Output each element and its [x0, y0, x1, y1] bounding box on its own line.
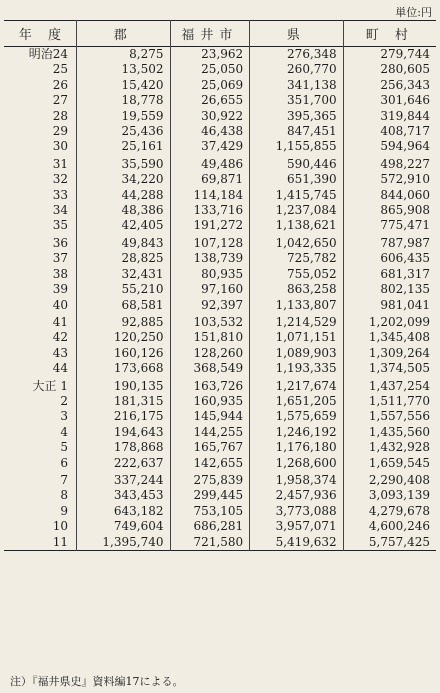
cell-gun: 194,643 [77, 425, 171, 440]
cell-prefecture: 3,773,088 [250, 504, 344, 519]
cell-fukui-city: 145,944 [170, 409, 250, 424]
cell-town-village: 1,659,545 [343, 456, 436, 471]
cell-fukui-city: 23,962 [170, 47, 250, 63]
table-row [4, 298, 436, 313]
cell-town-village: 844,060 [343, 188, 436, 203]
cell-town-village: 1,437,254 [343, 377, 436, 394]
cell-gun: 343,453 [77, 488, 171, 503]
cell-fukui-city: 69,871 [170, 172, 250, 187]
cell-prefecture: 3,957,071 [250, 519, 344, 534]
cell-prefecture: 1,155,855 [250, 139, 344, 154]
table-row [4, 62, 436, 77]
cell-town-village: 981,041 [343, 298, 436, 313]
table-row [4, 109, 436, 124]
cell-gun: 35,590 [77, 155, 171, 172]
cell-prefecture: 1,268,600 [250, 456, 344, 471]
cell-prefecture: 590,446 [250, 155, 344, 172]
table-row [4, 394, 436, 409]
cell-fukui-city: 144,255 [170, 425, 250, 440]
table-row [4, 251, 436, 266]
cell-gun: 25,161 [77, 139, 171, 154]
cell-gun: 173,668 [77, 361, 171, 376]
table-row [4, 172, 436, 187]
cell-town-village: 1,309,264 [343, 346, 436, 361]
cell-year: 31 [52, 156, 68, 171]
cell-year: 4 [60, 424, 68, 439]
table-row [4, 218, 436, 233]
table-row [4, 471, 436, 488]
cell-gun: 190,135 [77, 377, 171, 394]
cell-town-village: 4,279,678 [343, 504, 436, 519]
cell-prefecture: 1,138,621 [250, 218, 344, 233]
cell-year: 36 [52, 235, 68, 250]
table-row [4, 330, 436, 345]
cell-fukui-city: 163,726 [170, 377, 250, 394]
cell-fukui-city: 160,935 [170, 394, 250, 409]
data-table [4, 20, 436, 551]
cell-gun: 32,431 [77, 267, 171, 282]
table-row [4, 440, 436, 455]
column-header-gun: 郡 [77, 21, 171, 47]
cell-prefecture: 351,700 [250, 93, 344, 108]
cell-year: 39 [52, 282, 68, 297]
cell-year: 11 [52, 534, 68, 549]
table-row [4, 409, 436, 424]
table-row [4, 425, 436, 440]
cell-town-village: 408,717 [343, 124, 436, 139]
column-header-prefecture: 県 [250, 21, 344, 47]
cell-year: 33 [52, 187, 68, 202]
cell-fukui-city: 133,716 [170, 203, 250, 218]
cell-town-village: 775,471 [343, 218, 436, 233]
cell-gun: 15,420 [77, 78, 171, 93]
cell-town-village: 319,844 [343, 109, 436, 124]
cell-fukui-city: 103,532 [170, 313, 250, 330]
cell-town-village: 4,600,246 [343, 519, 436, 534]
cell-fukui-city: 80,935 [170, 267, 250, 282]
cell-year: 2 [60, 393, 68, 408]
cell-fukui-city: 686,281 [170, 519, 250, 534]
cell-gun: 49,843 [77, 234, 171, 251]
cell-town-village: 1,432,928 [343, 440, 436, 455]
cell-town-village: 1,511,770 [343, 394, 436, 409]
cell-prefecture: 276,348 [250, 47, 344, 63]
cell-year: 30 [52, 139, 68, 154]
cell-fukui-city: 107,128 [170, 234, 250, 251]
cell-town-village: 787,987 [343, 234, 436, 251]
header-row [4, 21, 436, 47]
table-row [4, 535, 436, 551]
cell-year: 35 [52, 218, 68, 233]
column-header-town-village: 町 村 [343, 21, 436, 47]
table-row [4, 47, 436, 63]
cell-prefecture: 847,451 [250, 124, 344, 139]
table-row [4, 282, 436, 297]
cell-year: 3 [60, 409, 68, 424]
table-row [4, 155, 436, 172]
cell-year: 10 [52, 519, 68, 534]
cell-town-village: 1,374,505 [343, 361, 436, 376]
cell-prefecture: 2,457,936 [250, 488, 344, 503]
cell-prefecture: 651,390 [250, 172, 344, 187]
cell-gun: 44,288 [77, 188, 171, 203]
cell-fukui-city: 753,105 [170, 504, 250, 519]
cell-prefecture: 1,237,084 [250, 203, 344, 218]
table-body [4, 47, 436, 551]
cell-gun: 749,604 [77, 519, 171, 534]
cell-prefecture: 1,214,529 [250, 313, 344, 330]
table-row [4, 234, 436, 251]
cell-gun: 34,220 [77, 172, 171, 187]
cell-gun: 160,126 [77, 346, 171, 361]
cell-gun: 8,275 [77, 47, 171, 63]
cell-town-village: 5,757,425 [343, 535, 436, 551]
cell-prefecture: 1,575,659 [250, 409, 344, 424]
cell-gun: 18,778 [77, 93, 171, 108]
table-row [4, 377, 436, 394]
cell-fukui-city: 25,050 [170, 62, 250, 77]
cell-prefecture: 260,770 [250, 62, 344, 77]
cell-prefecture: 725,782 [250, 251, 344, 266]
cell-gun: 19,559 [77, 109, 171, 124]
cell-year: 大正 1 [32, 378, 68, 393]
cell-town-village: 301,646 [343, 93, 436, 108]
cell-year: 34 [52, 203, 68, 218]
cell-gun: 55,210 [77, 282, 171, 297]
cell-year: 44 [52, 361, 68, 376]
cell-fukui-city: 721,580 [170, 535, 250, 551]
cell-fukui-city: 37,429 [170, 139, 250, 154]
table-row [4, 519, 436, 534]
cell-prefecture: 395,365 [250, 109, 344, 124]
table-row [4, 504, 436, 519]
cell-gun: 222,637 [77, 456, 171, 471]
cell-fukui-city: 142,655 [170, 456, 250, 471]
cell-prefecture: 1,651,205 [250, 394, 344, 409]
cell-prefecture: 863,258 [250, 282, 344, 297]
cell-year: 26 [52, 77, 68, 92]
cell-town-village: 1,557,556 [343, 409, 436, 424]
cell-year: 29 [52, 124, 68, 139]
cell-year: 43 [52, 345, 68, 360]
cell-year: 7 [60, 472, 68, 487]
cell-town-village: 681,317 [343, 267, 436, 282]
cell-fukui-city: 165,767 [170, 440, 250, 455]
cell-town-village: 802,135 [343, 282, 436, 297]
cell-gun: 178,868 [77, 440, 171, 455]
cell-fukui-city: 275,839 [170, 471, 250, 488]
cell-fukui-city: 97,160 [170, 282, 250, 297]
table-row [4, 313, 436, 330]
cell-prefecture: 341,138 [250, 78, 344, 93]
column-header-year: 年 度 [18, 28, 68, 43]
cell-town-village: 594,964 [343, 139, 436, 154]
table-row [4, 78, 436, 93]
cell-gun: 13,502 [77, 62, 171, 77]
cell-gun: 120,250 [77, 330, 171, 345]
cell-fukui-city: 49,486 [170, 155, 250, 172]
table-row [4, 188, 436, 203]
cell-fukui-city: 30,922 [170, 109, 250, 124]
cell-prefecture: 755,052 [250, 267, 344, 282]
unit-label: 単位:円 [395, 6, 432, 19]
cell-town-village: 2,290,408 [343, 471, 436, 488]
cell-year: 41 [52, 314, 68, 329]
table-row [4, 203, 436, 218]
table-row [4, 139, 436, 154]
cell-year: 42 [52, 330, 68, 345]
cell-prefecture: 1,042,650 [250, 234, 344, 251]
cell-year: 6 [60, 455, 68, 470]
cell-prefecture: 5,419,632 [250, 535, 344, 551]
cell-town-village: 279,744 [343, 47, 436, 63]
cell-year: 38 [52, 266, 68, 281]
cell-gun: 643,182 [77, 504, 171, 519]
cell-year: 5 [60, 440, 68, 455]
cell-fukui-city: 26,655 [170, 93, 250, 108]
cell-town-village: 865,908 [343, 203, 436, 218]
table-row [4, 267, 436, 282]
cell-gun: 1,395,740 [77, 535, 171, 551]
cell-fukui-city: 92,397 [170, 298, 250, 313]
cell-prefecture: 1,246,192 [250, 425, 344, 440]
cell-gun: 337,244 [77, 471, 171, 488]
cell-prefecture: 1,193,335 [250, 361, 344, 376]
cell-gun: 181,315 [77, 394, 171, 409]
cell-gun: 92,885 [77, 313, 171, 330]
table-row [4, 124, 436, 139]
cell-year: 32 [52, 172, 68, 187]
cell-year: 25 [52, 62, 68, 77]
cell-prefecture: 1,415,745 [250, 188, 344, 203]
cell-year: 8 [60, 488, 68, 503]
cell-gun: 68,581 [77, 298, 171, 313]
cell-town-village: 1,202,099 [343, 313, 436, 330]
cell-town-village: 572,910 [343, 172, 436, 187]
cell-fukui-city: 151,810 [170, 330, 250, 345]
cell-gun: 48,386 [77, 203, 171, 218]
cell-fukui-city: 368,549 [170, 361, 250, 376]
table-row [4, 346, 436, 361]
cell-town-village: 256,343 [343, 78, 436, 93]
table-row [4, 488, 436, 503]
cell-town-village: 606,435 [343, 251, 436, 266]
cell-year: 37 [52, 251, 68, 266]
cell-prefecture: 1,217,674 [250, 377, 344, 394]
cell-town-village: 3,093,139 [343, 488, 436, 503]
cell-town-village: 498,227 [343, 155, 436, 172]
cell-year: 28 [52, 108, 68, 123]
cell-gun: 216,175 [77, 409, 171, 424]
cell-gun: 42,405 [77, 218, 171, 233]
cell-fukui-city: 138,739 [170, 251, 250, 266]
cell-fukui-city: 128,260 [170, 346, 250, 361]
table-row [4, 361, 436, 376]
cell-year: 40 [52, 297, 68, 312]
cell-prefecture: 1,133,807 [250, 298, 344, 313]
cell-prefecture: 1,176,180 [250, 440, 344, 455]
cell-fukui-city: 191,272 [170, 218, 250, 233]
cell-prefecture: 1,089,903 [250, 346, 344, 361]
source-note: 注）『福井県史』資料編17による。 [10, 675, 184, 688]
cell-year: 27 [52, 93, 68, 108]
cell-town-village: 280,605 [343, 62, 436, 77]
cell-fukui-city: 114,184 [170, 188, 250, 203]
column-header-fukui-city: 福井市 [170, 21, 250, 47]
cell-fukui-city: 25,069 [170, 78, 250, 93]
cell-town-village: 1,435,560 [343, 425, 436, 440]
cell-year: 明治24 [28, 47, 68, 61]
table-row [4, 456, 436, 471]
table-row [4, 93, 436, 108]
cell-gun: 28,825 [77, 251, 171, 266]
cell-gun: 25,436 [77, 124, 171, 139]
cell-town-village: 1,345,408 [343, 330, 436, 345]
cell-prefecture: 1,071,151 [250, 330, 344, 345]
cell-year: 9 [60, 503, 68, 518]
cell-fukui-city: 299,445 [170, 488, 250, 503]
cell-prefecture: 1,958,374 [250, 471, 344, 488]
cell-fukui-city: 46,438 [170, 124, 250, 139]
